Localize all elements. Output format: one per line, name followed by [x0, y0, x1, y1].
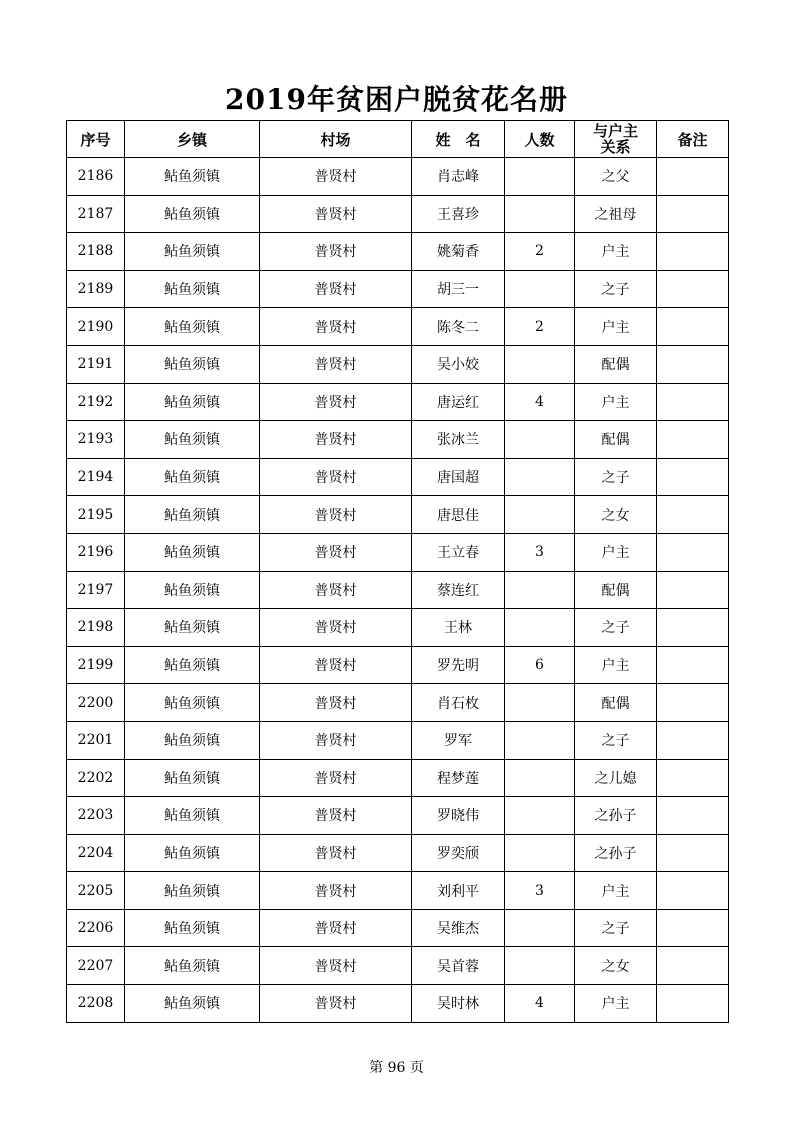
cell-name: 罗军 [412, 721, 505, 759]
cell-no: 2190 [67, 308, 125, 346]
cell-village: 普贤村 [260, 834, 412, 872]
table-row [67, 533, 729, 571]
cell-note [657, 985, 729, 1023]
cell-town: 鲇鱼须镇 [125, 458, 260, 496]
cell-relation: 之儿媳 [575, 759, 657, 797]
cell-town: 鲇鱼须镇 [125, 233, 260, 271]
cell-no: 2207 [67, 947, 125, 985]
page-title: 2019年贫困户脱贫花名册 [225, 83, 568, 116]
cell-name: 吴时林 [412, 985, 505, 1023]
header-relation [575, 121, 657, 158]
cell-village: 普贤村 [260, 496, 412, 534]
cell-town: 鲇鱼须镇 [125, 646, 260, 684]
cell-count [505, 909, 575, 947]
cell-note [657, 721, 729, 759]
table-row [67, 947, 729, 985]
cell-relation: 配偶 [575, 571, 657, 609]
table-row [67, 646, 729, 684]
cell-no: 2197 [67, 571, 125, 609]
cell-relation: 户主 [575, 646, 657, 684]
cell-relation: 户主 [575, 308, 657, 346]
cell-note [657, 646, 729, 684]
cell-village: 普贤村 [260, 533, 412, 571]
cell-town: 鲇鱼须镇 [125, 721, 260, 759]
cell-name: 罗先明 [412, 646, 505, 684]
header-name: 姓 名 [412, 121, 505, 158]
cell-village: 普贤村 [260, 571, 412, 609]
cell-relation: 之祖母 [575, 195, 657, 233]
header-note: 备注 [657, 121, 729, 158]
cell-village: 普贤村 [260, 195, 412, 233]
table-row [67, 195, 729, 233]
cell-no: 2195 [67, 496, 125, 534]
table-header [67, 121, 729, 158]
cell-note [657, 609, 729, 647]
table-row [67, 834, 729, 872]
cell-name: 张冰兰 [412, 421, 505, 459]
header-town: 乡镇 [125, 121, 260, 158]
cell-name: 唐国超 [412, 458, 505, 496]
cell-note [657, 158, 729, 196]
cell-relation: 之子 [575, 458, 657, 496]
cell-village: 普贤村 [260, 759, 412, 797]
cell-note [657, 684, 729, 722]
cell-relation: 之父 [575, 158, 657, 196]
cell-count [505, 797, 575, 835]
cell-relation: 之女 [575, 947, 657, 985]
cell-relation: 之女 [575, 496, 657, 534]
cell-count: 3 [505, 872, 575, 910]
cell-name: 蔡连红 [412, 571, 505, 609]
cell-relation: 户主 [575, 383, 657, 421]
roster-table [66, 120, 729, 1023]
cell-no: 2189 [67, 270, 125, 308]
cell-name: 罗奕颀 [412, 834, 505, 872]
cell-village: 普贤村 [260, 985, 412, 1023]
cell-note [657, 270, 729, 308]
cell-village: 普贤村 [260, 308, 412, 346]
cell-name: 刘利平 [412, 872, 505, 910]
table-row [67, 872, 729, 910]
table-row [67, 308, 729, 346]
table-row [67, 233, 729, 271]
cell-note [657, 797, 729, 835]
header-relation-line1: 与户主 [592, 122, 638, 140]
table-row [67, 421, 729, 459]
cell-count: 6 [505, 646, 575, 684]
header-relation-line2: 关系 [600, 138, 631, 156]
cell-note [657, 233, 729, 271]
cell-count: 2 [505, 308, 575, 346]
cell-relation: 户主 [575, 233, 657, 271]
cell-name: 唐运红 [412, 383, 505, 421]
cell-note [657, 421, 729, 459]
cell-village: 普贤村 [260, 421, 412, 459]
cell-village: 普贤村 [260, 909, 412, 947]
cell-count [505, 345, 575, 383]
cell-count [505, 195, 575, 233]
cell-count [505, 421, 575, 459]
cell-relation: 户主 [575, 985, 657, 1023]
cell-town: 鲇鱼须镇 [125, 759, 260, 797]
cell-town: 鲇鱼须镇 [125, 308, 260, 346]
cell-count [505, 609, 575, 647]
cell-count [505, 458, 575, 496]
cell-name: 罗晓伟 [412, 797, 505, 835]
cell-village: 普贤村 [260, 609, 412, 647]
cell-name: 王林 [412, 609, 505, 647]
cell-no: 2188 [67, 233, 125, 271]
cell-village: 普贤村 [260, 383, 412, 421]
table-row [67, 797, 729, 835]
cell-town: 鲇鱼须镇 [125, 533, 260, 571]
cell-no: 2186 [67, 158, 125, 196]
cell-no: 2192 [67, 383, 125, 421]
cell-no: 2191 [67, 345, 125, 383]
cell-village: 普贤村 [260, 797, 412, 835]
cell-town: 鲇鱼须镇 [125, 834, 260, 872]
cell-note [657, 383, 729, 421]
table-row [67, 383, 729, 421]
cell-relation: 之子 [575, 721, 657, 759]
cell-count: 3 [505, 533, 575, 571]
table-row [67, 909, 729, 947]
table-body [67, 158, 729, 1023]
table-row [67, 158, 729, 196]
cell-note [657, 834, 729, 872]
cell-village: 普贤村 [260, 684, 412, 722]
cell-count [505, 571, 575, 609]
cell-count [505, 834, 575, 872]
cell-note [657, 533, 729, 571]
table-row [67, 684, 729, 722]
cell-name: 王立春 [412, 533, 505, 571]
cell-village: 普贤村 [260, 158, 412, 196]
cell-town: 鲇鱼须镇 [125, 270, 260, 308]
cell-note [657, 947, 729, 985]
cell-no: 2204 [67, 834, 125, 872]
cell-town: 鲇鱼须镇 [125, 195, 260, 233]
cell-name: 王喜珍 [412, 195, 505, 233]
cell-name: 吴维杰 [412, 909, 505, 947]
cell-relation: 配偶 [575, 421, 657, 459]
cell-name: 肖志峰 [412, 158, 505, 196]
cell-relation: 之子 [575, 609, 657, 647]
cell-relation: 之孙子 [575, 834, 657, 872]
cell-town: 鲇鱼须镇 [125, 496, 260, 534]
cell-no: 2206 [67, 909, 125, 947]
cell-town: 鲇鱼须镇 [125, 797, 260, 835]
header-row [67, 121, 729, 158]
table-row [67, 270, 729, 308]
cell-count [505, 684, 575, 722]
cell-village: 普贤村 [260, 646, 412, 684]
cell-relation: 之孙子 [575, 797, 657, 835]
cell-no: 2208 [67, 985, 125, 1023]
cell-relation: 之子 [575, 909, 657, 947]
cell-note [657, 458, 729, 496]
cell-town: 鲇鱼须镇 [125, 421, 260, 459]
cell-count [505, 496, 575, 534]
header-count: 人数 [505, 121, 575, 158]
cell-town: 鲇鱼须镇 [125, 909, 260, 947]
cell-no: 2205 [67, 872, 125, 910]
cell-relation: 配偶 [575, 684, 657, 722]
cell-count: 2 [505, 233, 575, 271]
cell-note [657, 195, 729, 233]
header-no: 序号 [67, 121, 125, 158]
cell-note [657, 909, 729, 947]
cell-village: 普贤村 [260, 270, 412, 308]
table-row [67, 759, 729, 797]
page-number: 第 96 页 [369, 1060, 424, 1076]
cell-name: 肖石枚 [412, 684, 505, 722]
cell-note [657, 345, 729, 383]
table-row [67, 985, 729, 1023]
cell-name: 胡三一 [412, 270, 505, 308]
cell-no: 2193 [67, 421, 125, 459]
table-row [67, 345, 729, 383]
cell-name: 陈冬二 [412, 308, 505, 346]
cell-town: 鲇鱼须镇 [125, 345, 260, 383]
cell-village: 普贤村 [260, 458, 412, 496]
cell-no: 2201 [67, 721, 125, 759]
cell-town: 鲇鱼须镇 [125, 684, 260, 722]
cell-count [505, 158, 575, 196]
cell-relation: 户主 [575, 872, 657, 910]
cell-no: 2202 [67, 759, 125, 797]
cell-town: 鲇鱼须镇 [125, 947, 260, 985]
table-row [67, 458, 729, 496]
cell-relation: 配偶 [575, 345, 657, 383]
cell-count [505, 947, 575, 985]
cell-village: 普贤村 [260, 345, 412, 383]
table-row [67, 609, 729, 647]
cell-note [657, 759, 729, 797]
cell-village: 普贤村 [260, 872, 412, 910]
cell-count [505, 721, 575, 759]
cell-count: 4 [505, 985, 575, 1023]
cell-no: 2196 [67, 533, 125, 571]
cell-no: 2200 [67, 684, 125, 722]
cell-no: 2194 [67, 458, 125, 496]
cell-name: 吴首蓉 [412, 947, 505, 985]
cell-town: 鲇鱼须镇 [125, 609, 260, 647]
table-row [67, 721, 729, 759]
cell-no: 2198 [67, 609, 125, 647]
table-row [67, 496, 729, 534]
cell-relation: 之子 [575, 270, 657, 308]
header-village: 村场 [260, 121, 412, 158]
cell-town: 鲇鱼须镇 [125, 383, 260, 421]
cell-town: 鲇鱼须镇 [125, 872, 260, 910]
cell-village: 普贤村 [260, 947, 412, 985]
cell-village: 普贤村 [260, 233, 412, 271]
cell-no: 2203 [67, 797, 125, 835]
cell-relation: 户主 [575, 533, 657, 571]
cell-note [657, 496, 729, 534]
cell-town: 鲇鱼须镇 [125, 158, 260, 196]
cell-no: 2199 [67, 646, 125, 684]
cell-count [505, 270, 575, 308]
cell-village: 普贤村 [260, 721, 412, 759]
cell-name: 唐思佳 [412, 496, 505, 534]
cell-note [657, 308, 729, 346]
cell-name: 姚菊香 [412, 233, 505, 271]
cell-note [657, 872, 729, 910]
cell-note [657, 571, 729, 609]
cell-count [505, 759, 575, 797]
cell-no: 2187 [67, 195, 125, 233]
cell-name: 吴小姣 [412, 345, 505, 383]
cell-town: 鲇鱼须镇 [125, 985, 260, 1023]
table-row [67, 571, 729, 609]
cell-town: 鲇鱼须镇 [125, 571, 260, 609]
cell-name: 程梦莲 [412, 759, 505, 797]
cell-count: 4 [505, 383, 575, 421]
